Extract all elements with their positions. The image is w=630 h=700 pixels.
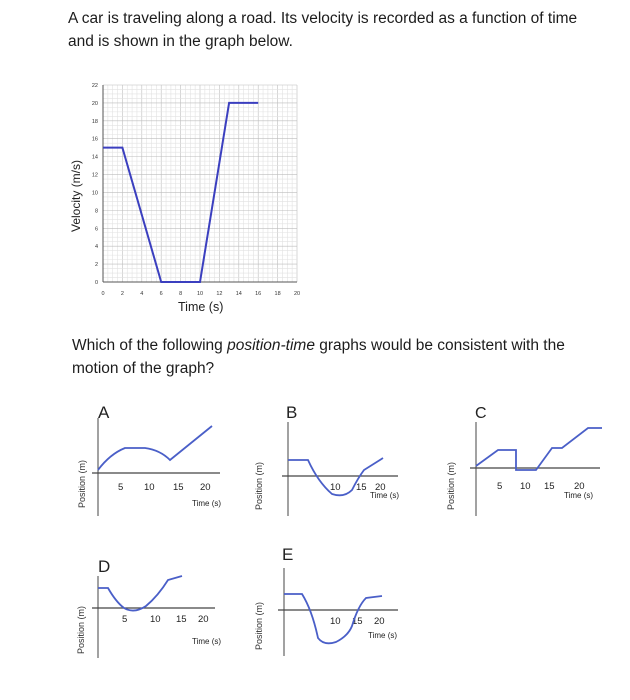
option-d-graph[interactable] bbox=[70, 548, 230, 678]
y-axis-label: Velocity (m/s) bbox=[69, 159, 83, 232]
y-tick-label: 2 bbox=[94, 262, 98, 269]
x-tick-label: 18 bbox=[274, 291, 281, 297]
option-e-ylabel: Position (m) bbox=[254, 601, 264, 650]
option-a-tick-15: 15 bbox=[173, 482, 184, 493]
y-tick-label: 22 bbox=[91, 83, 98, 89]
prompt-part-b: graphs would be consistent with the bbox=[314, 337, 565, 354]
option-d-curve bbox=[98, 576, 182, 611]
option-c-xlabel: Time (s) bbox=[564, 491, 594, 500]
option-e-tick-15: 15 bbox=[352, 616, 363, 627]
question-prompt bbox=[72, 334, 602, 380]
option-b-tick-10: 10 bbox=[330, 482, 341, 493]
option-b-graph[interactable] bbox=[248, 398, 408, 528]
option-d-tick-10: 10 bbox=[150, 614, 161, 625]
y-tick-label: 18 bbox=[91, 118, 98, 125]
x-tick-label: 6 bbox=[159, 291, 163, 297]
x-tick-label: 16 bbox=[255, 291, 262, 297]
option-b-xlabel: Time (s) bbox=[370, 491, 400, 500]
option-c-tick-10: 10 bbox=[520, 481, 531, 492]
option-b-tick-15: 15 bbox=[356, 482, 367, 493]
option-c-curve bbox=[476, 428, 602, 470]
option-b-letter: B bbox=[286, 403, 298, 422]
option-b-tick-20: 20 bbox=[375, 482, 386, 493]
option-d-tick-20: 20 bbox=[198, 614, 209, 625]
x-tick-label: 2 bbox=[120, 291, 124, 297]
y-tick-label: 4 bbox=[94, 244, 98, 251]
option-e-graph[interactable] bbox=[248, 538, 408, 668]
option-c-graph[interactable] bbox=[440, 398, 610, 528]
y-tick-label: 8 bbox=[94, 208, 98, 215]
y-tick-label: 16 bbox=[91, 136, 98, 143]
option-c-tick-15: 15 bbox=[544, 481, 555, 492]
x-tick-label: 4 bbox=[140, 291, 144, 297]
option-a-xlabel: Time (s) bbox=[192, 499, 222, 508]
y-tick-label: 6 bbox=[94, 226, 98, 233]
option-a-tick-10: 10 bbox=[144, 482, 155, 493]
x-tick-label: 8 bbox=[179, 291, 183, 297]
option-c-letter: C bbox=[475, 405, 487, 422]
option-b-ylabel: Position (m) bbox=[254, 461, 264, 510]
x-tick-label: 0 bbox=[101, 291, 105, 297]
prompt-part-a: Which of the following bbox=[72, 337, 228, 354]
option-a-tick-5: 5 bbox=[118, 482, 124, 493]
prompt-line-2: motion of the graph? bbox=[72, 360, 215, 377]
y-tick-label: 0 bbox=[94, 280, 98, 286]
prompt-italic: position-time bbox=[227, 337, 315, 354]
x-tick-label: 14 bbox=[235, 291, 242, 297]
y-tick-label: 14 bbox=[91, 154, 98, 161]
option-c-tick-5: 5 bbox=[497, 481, 503, 492]
question-line-2: and is shown in the graph below. bbox=[68, 33, 293, 50]
option-e-letter: E bbox=[282, 545, 294, 564]
option-d-tick-15: 15 bbox=[176, 614, 187, 625]
x-tick-label: 10 bbox=[196, 291, 204, 297]
question-line-1: A car is traveling along a road. Its velocity is recorded as a function of time bbox=[68, 10, 578, 27]
option-c-ylabel: Position (m) bbox=[446, 461, 456, 510]
option-a-curve bbox=[98, 426, 212, 470]
option-a-graph[interactable] bbox=[70, 398, 230, 528]
x-tick-label: 12 bbox=[216, 291, 223, 297]
y-tick-label: 20 bbox=[91, 100, 98, 107]
chart-tick-labels bbox=[92, 83, 300, 297]
velocity-time-chart bbox=[0, 0, 630, 320]
x-axis-label: Time (s) bbox=[178, 300, 224, 314]
option-e-xlabel: Time (s) bbox=[368, 631, 398, 640]
x-tick-label: 20 bbox=[293, 291, 301, 297]
option-d-ylabel: Position (m) bbox=[76, 605, 86, 654]
option-d-xlabel: Time (s) bbox=[192, 637, 222, 646]
option-d-letter: D bbox=[98, 557, 111, 576]
option-a-ylabel: Position (m) bbox=[77, 459, 87, 508]
option-d-tick-5: 5 bbox=[122, 614, 128, 625]
option-c-tick-20: 20 bbox=[574, 481, 585, 492]
option-a-tick-20: 20 bbox=[200, 482, 211, 493]
y-tick-label: 12 bbox=[91, 172, 98, 179]
option-a-letter: A bbox=[98, 403, 110, 422]
y-tick-label: 10 bbox=[91, 190, 98, 197]
option-e-tick-20: 20 bbox=[374, 616, 385, 627]
option-e-tick-10: 10 bbox=[330, 616, 341, 627]
